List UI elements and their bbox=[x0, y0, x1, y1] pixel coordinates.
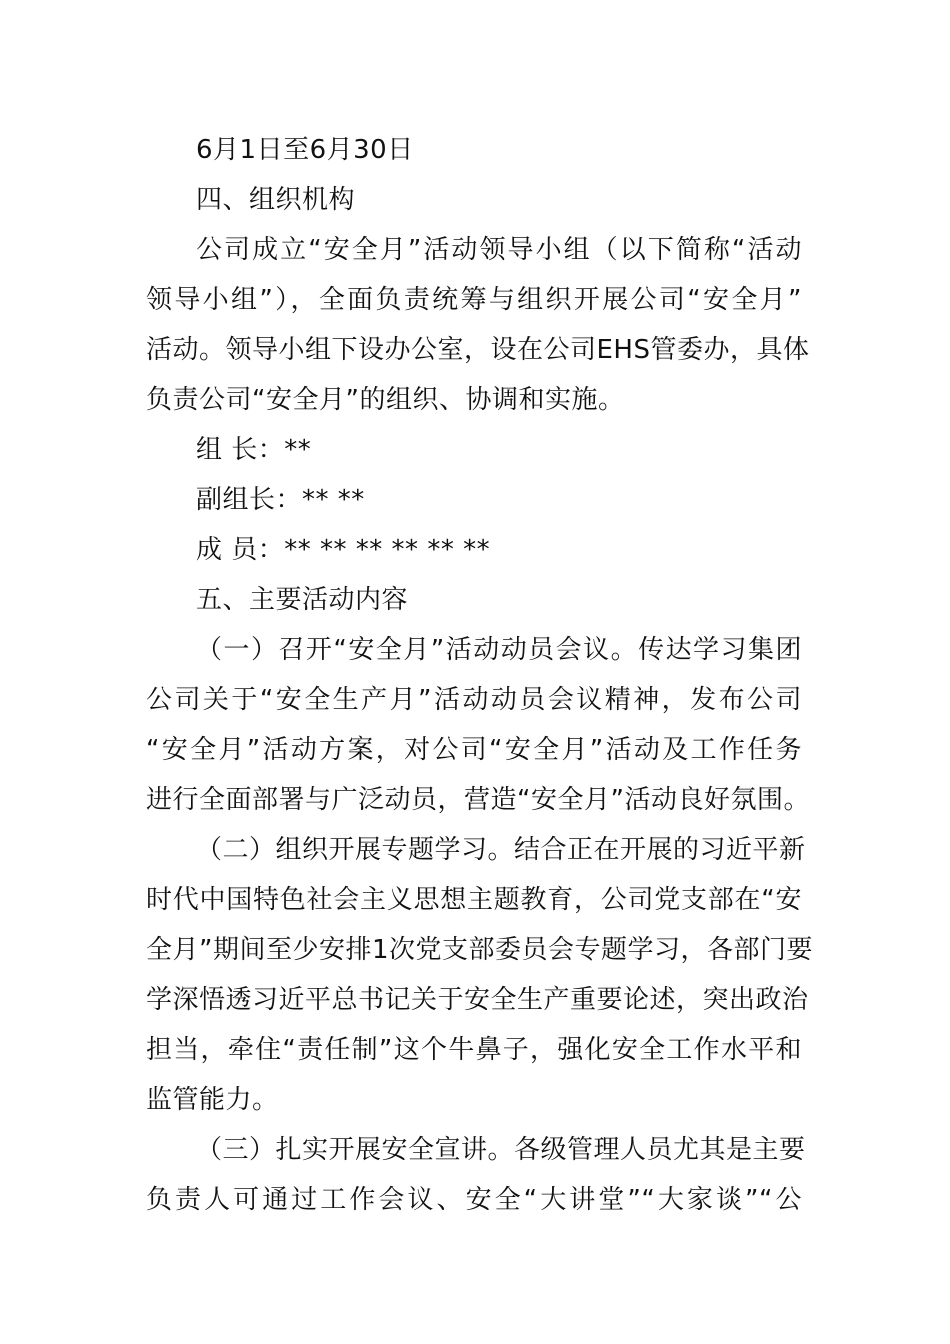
paragraph-line: 担当，牵住“责任制”这个牛鼻子，强化安全工作水平和 bbox=[146, 1035, 802, 1065]
paragraph-line: 活动。领导小组下设办公室，设在公司EHS管委办，具体 bbox=[146, 335, 810, 365]
paragraph-line: （二）组织开展专题学习。结合正在开展的习近平新 bbox=[196, 835, 806, 865]
paragraph-line: 负责公司“安全月”的组织、协调和实施。 bbox=[146, 385, 625, 415]
paragraph-line: 时代中国特色社会主义思想主题教育，公司党支部在“安 bbox=[146, 885, 802, 915]
members-line: 成 员：** ** ** ** ** ** bbox=[196, 535, 491, 565]
section-heading-organization: 四、组织机构 bbox=[196, 185, 356, 215]
deputy-leader-line: 副组长：** ** bbox=[196, 485, 365, 515]
paragraph-line: 公司关于“安全生产月”活动动员会议精神，发布公司 bbox=[146, 685, 802, 715]
paragraph-line: 公司成立“安全月”活动领导小组（以下简称“活动 bbox=[196, 235, 802, 265]
group-leader-line: 组 长：** bbox=[196, 435, 312, 465]
date-range-line: 6月1日至6月30日 bbox=[196, 135, 414, 165]
paragraph-line: （一）召开“安全月”活动动员会议。传达学习集团 bbox=[196, 635, 802, 665]
section-heading-activities: 五、主要活动内容 bbox=[196, 585, 409, 615]
paragraph-line: 学深悟透习近平总书记关于安全生产重要论述，突出政治 bbox=[146, 985, 809, 1015]
paragraph-line: 负责人可通过工作会议、安全“大讲堂”“大家谈”“公 bbox=[146, 1185, 802, 1215]
paragraph-line: （三）扎实开展安全宣讲。各级管理人员尤其是主要 bbox=[196, 1135, 806, 1165]
paragraph-line: “安全月”活动方案，对公司“安全月”活动及工作任务 bbox=[146, 735, 802, 765]
paragraph-line: 全月”期间至少安排1次党支部委员会专题学习，各部门要 bbox=[146, 935, 814, 965]
paragraph-line: 监管能力。 bbox=[146, 1085, 279, 1115]
paragraph-line: 进行全面部署与广泛动员，营造“安全月”活动良好氛围。 bbox=[146, 785, 810, 815]
paragraph-line: 领导小组”），全面负责统筹与组织开展公司“安全月” bbox=[146, 285, 802, 315]
